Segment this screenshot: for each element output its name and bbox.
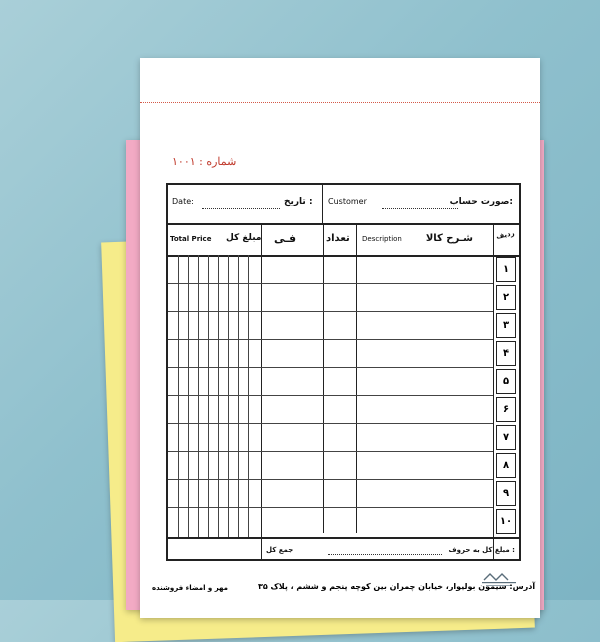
total-grid-line [238, 255, 239, 537]
row-line [168, 423, 493, 424]
invoice-sheet [140, 58, 540, 618]
grand-total-label: جمع کل [266, 546, 294, 554]
description-column-divider [356, 225, 357, 533]
total-grid-line [178, 255, 179, 537]
invoice-label-fa: صورت حساب: [449, 197, 513, 207]
row-number: ۱ [502, 264, 510, 275]
total-grid-line [198, 255, 199, 537]
form-header [168, 185, 519, 225]
col-description-fa: شـرح کالا [425, 233, 473, 244]
totals-row [168, 537, 519, 559]
col-description-en: Description [362, 235, 402, 243]
row-number: ۶ [502, 404, 510, 415]
row-line [168, 395, 493, 396]
seller-address: آدرس: سیمون بولیوار، خیابان چمران بین کوچه پنجم و ششم ، پلاک ۳۵ [258, 582, 536, 591]
quantity-column-divider [323, 225, 324, 533]
row-line [168, 283, 493, 284]
col-unit-price-fa: فـی [274, 232, 297, 245]
column-headers [168, 225, 519, 257]
row-number: ۸ [502, 460, 510, 471]
total-grid-line [228, 255, 229, 537]
col-quantity-fa: تعداد [326, 233, 350, 244]
date-label-en: Date: [172, 197, 194, 206]
date-label-fa: تاریخ : [284, 197, 313, 207]
row-number: ۳ [502, 320, 510, 331]
row-line [168, 311, 493, 312]
header-divider [322, 185, 323, 223]
col-total-en: Total Price [170, 235, 212, 243]
perforation-line [140, 102, 540, 103]
col-index-label: ردیف [495, 229, 516, 241]
amount-in-words-dotted-line [328, 554, 442, 555]
row-line [168, 367, 493, 368]
total-grid-line [188, 255, 189, 537]
row-line [168, 507, 493, 508]
index-column [493, 255, 519, 537]
row-number: ۱۰ [499, 516, 513, 527]
row-line [168, 339, 493, 340]
total-grid-line [248, 255, 249, 537]
total-grid-line [218, 255, 219, 537]
row-line [168, 479, 493, 480]
row-line [168, 451, 493, 452]
invoice-number: شماره : ۱۰۰۱ [172, 155, 237, 168]
customer-label-en: Customer [328, 197, 367, 206]
row-number: ۷ [502, 432, 510, 443]
row-number: ۹ [502, 488, 510, 499]
amount-in-words-label: مبلغ کل به حروف : [448, 546, 515, 554]
col-total-fa: مبلغ کل [226, 233, 262, 243]
row-number: ۲ [502, 292, 510, 303]
date-dotted-line [202, 208, 280, 209]
row-number: ۴ [502, 348, 510, 359]
invoice-form [166, 183, 521, 561]
seller-signature-label: مهر و امضاء فروشنده [152, 584, 229, 592]
total-grid-line [208, 255, 209, 537]
customer-dotted-line [382, 208, 458, 209]
row-number: ۵ [502, 376, 510, 387]
unit-price-column-divider [261, 225, 262, 559]
